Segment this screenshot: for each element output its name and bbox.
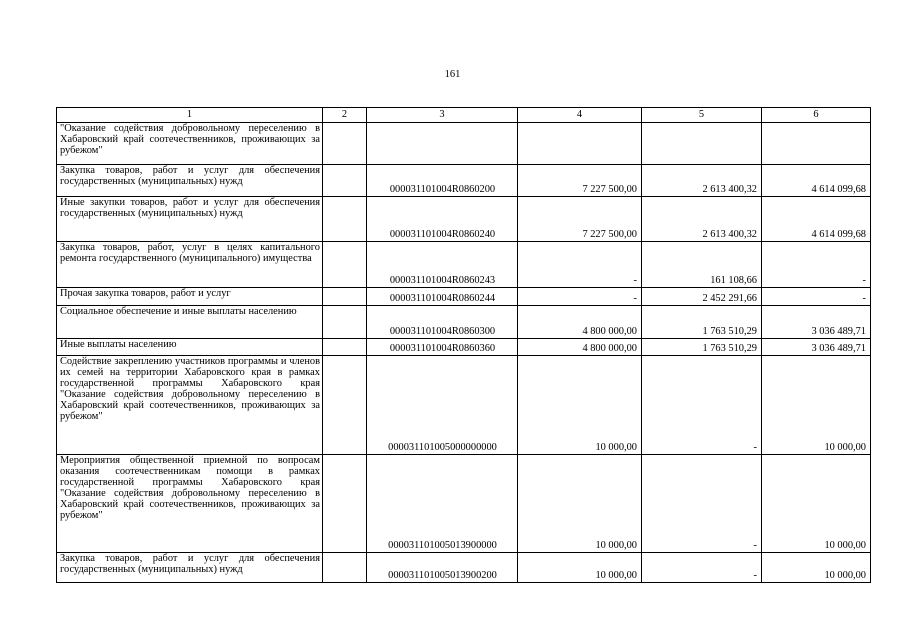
table-row [57, 197, 871, 242]
item-name: Закупка товаров, работ и услуг для обеспечения государственных (муниципальных) нужд [57, 553, 323, 583]
table-row [57, 356, 871, 455]
amount-col4: - [518, 242, 642, 288]
table-row [57, 553, 871, 583]
budget-code: 000031101005013900200 [367, 553, 518, 583]
budget-code [367, 123, 518, 165]
amount-col5: 2 452 291,66 [642, 288, 762, 306]
amount-col4: 10 000,00 [518, 455, 642, 553]
amount-col5: 2 613 400,32 [642, 165, 762, 197]
amount-col5: 161 108,66 [642, 242, 762, 288]
budget-code: 000031101005000000000 [367, 356, 518, 455]
amount-col6 [762, 123, 871, 165]
cell-col2 [323, 288, 367, 306]
amount-col4: 4 800 000,00 [518, 339, 642, 356]
amount-col6: 4 614 099,68 [762, 197, 871, 242]
budget-code: 000031101004R0860200 [367, 165, 518, 197]
amount-col6: 10 000,00 [762, 455, 871, 553]
cell-col2 [323, 306, 367, 339]
amount-col6: 4 614 099,68 [762, 165, 871, 197]
amount-col4 [518, 123, 642, 165]
amount-col6: 3 036 489,71 [762, 339, 871, 356]
cell-col2 [323, 339, 367, 356]
column-header: 4 [518, 108, 642, 123]
amount-col5: 2 613 400,32 [642, 197, 762, 242]
item-name: Закупка товаров, работ и услуг для обеспечения государственных (муниципальных) нужд [57, 165, 323, 197]
table-row [57, 306, 871, 339]
table-row [57, 165, 871, 197]
table-header-row [57, 108, 871, 123]
column-header: 3 [367, 108, 518, 123]
amount-col5: - [642, 553, 762, 583]
budget-code: 000031101004R0860360 [367, 339, 518, 356]
item-name: "Оказание содействия добровольному переселению в Хабаровский край соотечественников, проживающих за рубежом" [57, 123, 323, 165]
cell-col2 [323, 197, 367, 242]
amount-col4: 7 227 500,00 [518, 165, 642, 197]
amount-col4: 4 800 000,00 [518, 306, 642, 339]
budget-code: 000031101004R0860300 [367, 306, 518, 339]
column-header: 5 [642, 108, 762, 123]
cell-col2 [323, 553, 367, 583]
amount-col6: 10 000,00 [762, 356, 871, 455]
item-name: Содействие закреплению участников программы и членов их семей на территории Хабаровского края в рамках государственной программы Хабаровского края "Оказание содействия добровольному переселению в Хабаровский край соотечественников, проживающих за рубежом" [57, 356, 323, 455]
amount-col6: 10 000,00 [762, 553, 871, 583]
item-name: Прочая закупка товаров, работ и услуг [57, 288, 323, 306]
table-row [57, 288, 871, 306]
item-name: Мероприятия общественной приемной по вопросам оказания соотечественникам помощи в рамках государственной программы Хабаровского края "Оказание содействия добровольному переселению в Хабаровский край соотечественников, проживающих за рубежом" [57, 455, 323, 553]
item-name: Иные выплаты населению [57, 339, 323, 356]
table-row [57, 242, 871, 288]
cell-col2 [323, 356, 367, 455]
cell-col2 [323, 242, 367, 288]
column-header: 6 [762, 108, 871, 123]
amount-col6: - [762, 242, 871, 288]
cell-col2 [323, 455, 367, 553]
cell-col2 [323, 123, 367, 165]
amount-col5: - [642, 455, 762, 553]
table-row [57, 339, 871, 356]
amount-col4: 7 227 500,00 [518, 197, 642, 242]
budget-code: 000031101005013900000 [367, 455, 518, 553]
amount-col5 [642, 123, 762, 165]
item-name: Закупка товаров, работ, услуг в целях капитального ремонта государственного (муниципального) имущества [57, 242, 323, 288]
table-row [57, 123, 871, 165]
page-number: 161 [444, 69, 461, 80]
item-name: Социальное обеспечение и иные выплаты населению [57, 306, 323, 339]
amount-col6: 3 036 489,71 [762, 306, 871, 339]
budget-code: 000031101004R0860244 [367, 288, 518, 306]
amount-col5: 1 763 510,29 [642, 339, 762, 356]
table-row [57, 455, 871, 553]
column-header: 2 [323, 108, 367, 123]
amount-col4: - [518, 288, 642, 306]
amount-col5: - [642, 356, 762, 455]
budget-table [56, 107, 871, 583]
amount-col4: 10 000,00 [518, 356, 642, 455]
amount-col4: 10 000,00 [518, 553, 642, 583]
item-name: Иные закупки товаров, работ и услуг для обеспечения государственных (муниципальных) нужд [57, 197, 323, 242]
cell-col2 [323, 165, 367, 197]
amount-col5: 1 763 510,29 [642, 306, 762, 339]
budget-code: 000031101004R0860243 [367, 242, 518, 288]
column-header: 1 [57, 108, 323, 123]
amount-col6: - [762, 288, 871, 306]
budget-code: 000031101004R0860240 [367, 197, 518, 242]
